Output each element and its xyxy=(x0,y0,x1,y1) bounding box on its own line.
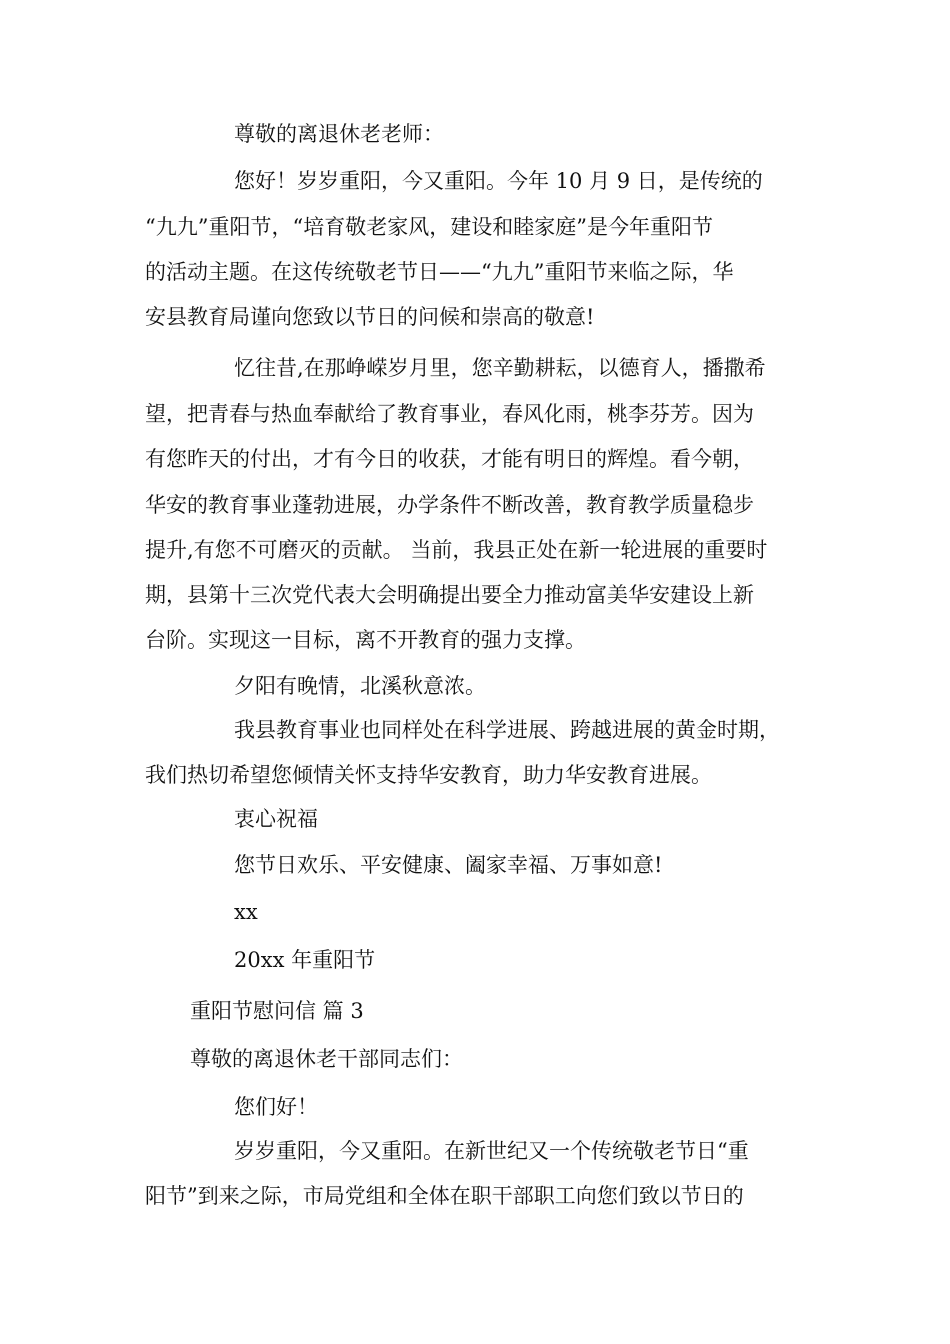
letter1-para1-line2: “九九”重阳节，“培育敬老家风，建设和睦家庭”是今年重阳节 xyxy=(145,215,713,239)
letter1-signature: xx xyxy=(234,900,258,924)
letter2-para1-line1: 岁岁重阳，今又重阳。在新世纪又一个传统敬老节日“重 xyxy=(234,1139,749,1163)
letter1-para4-line1: 我县教育事业也同样处在科学进展、跨越进展的黄金时期， xyxy=(234,718,780,742)
letter2-heading: 重阳节慰问信 篇 3 xyxy=(190,999,364,1023)
letter1-para2-line4: 华安的教育事业蓬勃进展，办学条件不断改善，教育教学质量稳步 xyxy=(145,493,754,517)
letter1-para2-line7: 台阶。实现这一目标，离不开教育的强力支撑。 xyxy=(145,628,586,652)
letter1-para2-line2: 望，把青春与热血奉献给了教育事业，春风化雨，桃李芬芳。因为 xyxy=(145,402,754,426)
letter1-date: 20xx 年重阳节 xyxy=(234,948,376,972)
letter2-greeting: 您们好！ xyxy=(234,1095,318,1119)
letter1-para2-line1: 忆往昔,在那峥嵘岁月里，您辛勤耕耘，以德育人，播撒希 xyxy=(234,356,766,380)
letter1-para2-line5: 提升,有您不可磨灭的贡献。 当前，我县正处在新一轮进展的重要时 xyxy=(145,538,768,562)
letter2-para1-line2: 阳节”到来之际，市局党组和全体在职干部职工向您们致以节日的 xyxy=(145,1184,744,1208)
letter1-closing-blessing: 您节日欢乐、平安健康、阖家幸福、万事如意! xyxy=(234,853,663,877)
letter1-para2-line6: 期，县第十三次党代表大会明确提出要全力推动富美华安建设上新 xyxy=(145,583,754,607)
letter1-closing-wish: 衷心祝福 xyxy=(234,807,318,831)
letter1-para3: 夕阳有晚情，北溪秋意浓。 xyxy=(234,674,486,698)
letter1-para2-line3: 有您昨天的付出，才有今日的收获，才能有明日的辉煌。看今朝， xyxy=(145,447,754,471)
letter1-salutation: 尊敬的离退休老老师： xyxy=(234,122,444,146)
letter1-para1-line1: 您好！岁岁重阳，今又重阳。今年 10 月 9 日，是传统的 xyxy=(234,169,763,193)
letter2-salutation: 尊敬的离退休老干部同志们： xyxy=(190,1047,463,1071)
letter1-para4-line2: 我们热切希望您倾情关怀支持华安教育，助力华安教育进展。 xyxy=(145,763,712,787)
letter1-para1-line4: 安县教育局谨向您致以节日的问候和崇高的敬意! xyxy=(145,305,595,329)
letter1-para1-line3: 的活动主题。在这传统敬老节日——“九九”重阳节来临之际，华 xyxy=(145,260,734,284)
